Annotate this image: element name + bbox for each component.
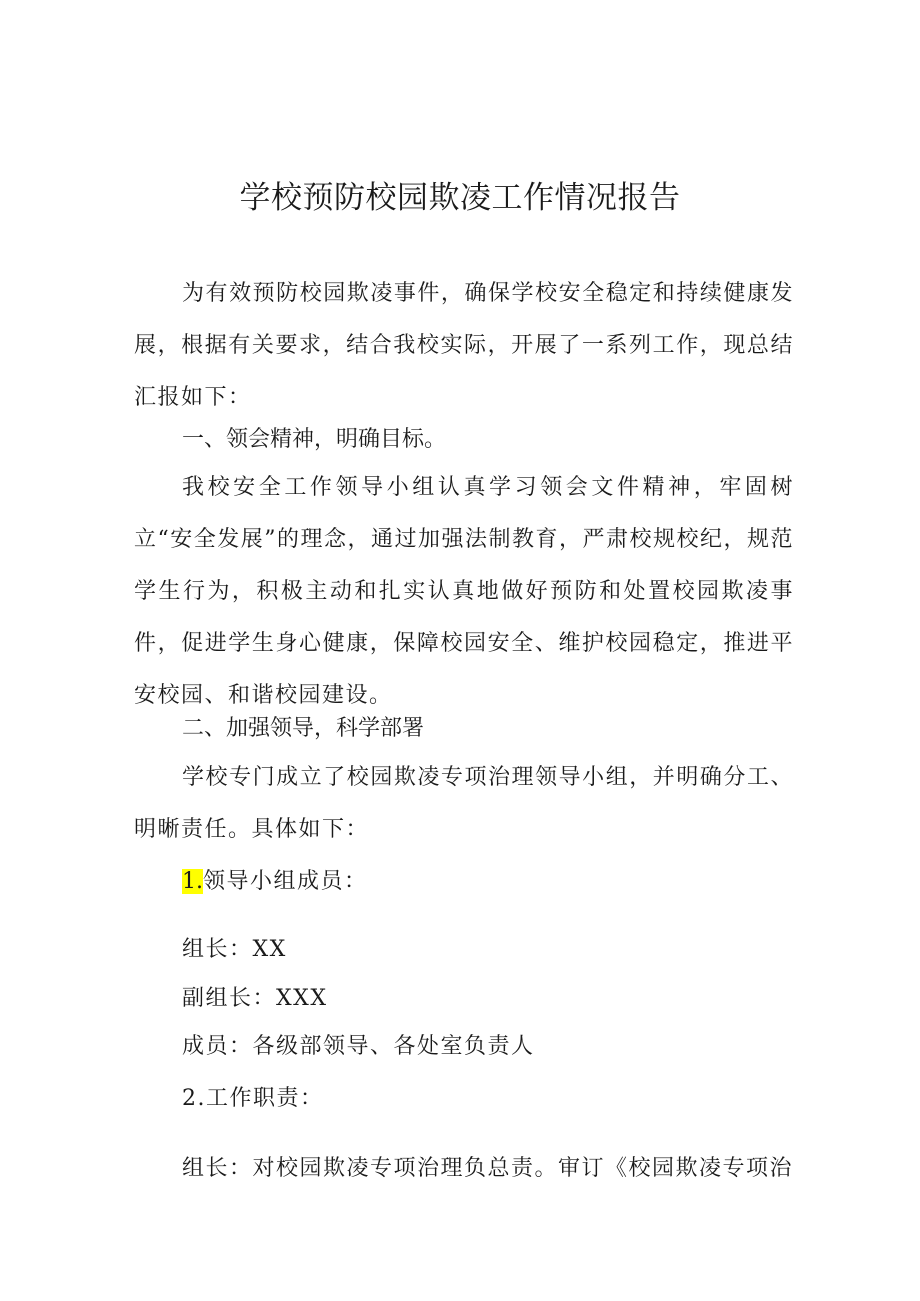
deputy-leader-line: 副组长：XXX xyxy=(182,986,328,1011)
highlighted-number: 1. xyxy=(182,869,203,894)
list-item-1-label: 领导小组成员： xyxy=(203,869,368,894)
section-2-paragraph: 学校专门成立了校园欺凌专项治理领导小组，并明确分工、明晰责任。具体如下： xyxy=(134,765,794,842)
document-title: 学校预防校园欺凌工作情况报告 xyxy=(239,180,681,216)
section-1-paragraph: 我校安全工作领导小组认真学习领会文件精神，牢固树立“安全发展”的理念，通过加强法制教育，严肃校规校纪，规范学生行为，积极主动和扎实认真地做好预防和处置校园欺凌事件，促进学生身心健康，保障校园安全、维护校园稳定，推进平安校园、和谐校园建设。 xyxy=(134,475,794,708)
list-item-1 xyxy=(182,856,794,908)
section-2-heading: 二、加强领导，科学部署 xyxy=(182,716,425,741)
leader-line: 组长：XX xyxy=(182,937,287,962)
members-line: 成员：各级部领导、各处室负责人 xyxy=(182,1034,535,1059)
leader-duty-line: 组长：对校园欺凌专项治理负总责。审订《校园欺凌专项治 xyxy=(182,1156,794,1181)
list-item-2: 2.工作职责： xyxy=(182,1086,324,1111)
intro-paragraph: 为有效预防校园欺凌事件，确保学校安全稳定和持续健康发展，根据有关要求，结合我校实际，开展了一系列工作，现总结汇报如下： xyxy=(134,281,794,410)
section-1-heading: 一、领会精神，明确目标。 xyxy=(182,427,447,452)
